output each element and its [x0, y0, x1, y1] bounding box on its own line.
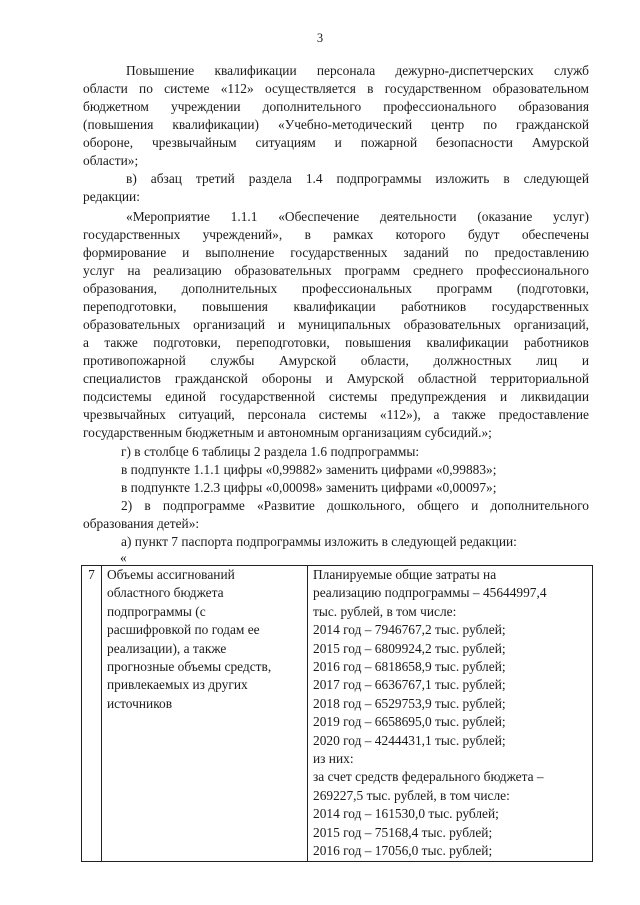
- funding-line: 269227,5 тыс. рублей, в том числе:: [313, 787, 510, 803]
- row-number-cell: [82, 566, 102, 862]
- item-g-1: в подпункте 1.1.1 цифры «0,99882» заменить цифрами «0,99883»;: [121, 462, 497, 477]
- quote-open-mark: «: [120, 550, 127, 565]
- item-a: а) пункт 7 паспорта подпрограммы изложить в следующей редакции:: [121, 534, 517, 549]
- item-2-line: 2) в подпрограмме «Развитие дошкольного, общего и дополнительного: [121, 498, 589, 513]
- quote-line: услуг на реализацию образовательных программ среднего профессионального: [83, 263, 589, 278]
- quote-line: чрезвычайных ситуаций, персонала системы «112»), а также предоставление: [83, 407, 589, 422]
- page-number: 3: [316, 31, 324, 45]
- item-g-2: в подпункте 1.2.3 цифры «0,00098» заменить цифрами «0,00097»;: [121, 480, 497, 495]
- item-v-line: редакции:: [83, 189, 140, 204]
- description-line: прогнозные объемы средств,: [107, 659, 272, 675]
- quote-line: образовательных организаций и муниципальных образовательных организаций,: [83, 317, 589, 332]
- paragraph-1-line: бюджетном учреждении дополнительного профессионального образования: [83, 99, 589, 114]
- quote-line: подсистемы единой государственной системы предупреждения и ликвидации: [83, 389, 589, 404]
- funding-line: 2014 год – 161530,0 тыс. рублей;: [313, 806, 499, 822]
- funding-line: 2017 год – 6636767,1 тыс. рублей;: [313, 677, 506, 693]
- funding-line: реализацию подпрограммы – 45644997,4: [313, 585, 547, 601]
- funding-line: из них:: [313, 751, 354, 767]
- funding-line: 2016 год – 6818658,9 тыс. рублей;: [313, 659, 506, 675]
- description-line: подпрограммы (с: [107, 603, 206, 619]
- item-v-line: в) абзац третий раздела 1.4 подпрограммы изложить в следующей: [126, 171, 589, 186]
- paragraph-1-line: (повышения квалификации) «Учебно-методический центр по гражданской: [83, 117, 589, 132]
- funding-line: 2015 год – 6809924,2 тыс. рублей;: [313, 640, 506, 656]
- paragraph-1-line: области»;: [83, 153, 139, 168]
- funding-line: 2016 год – 17056,0 тыс. рублей;: [313, 843, 493, 859]
- description-line: реализации), а также: [107, 640, 227, 656]
- quote-line: а также подготовки, переподготовки, повышения квалификации работников: [83, 335, 589, 350]
- funding-line: Планируемые общие затраты на: [313, 567, 497, 582]
- passport-table: [81, 565, 593, 862]
- funding-cell: [308, 566, 593, 862]
- paragraph-1-line: обороне, чрезвычайным ситуациям и пожарной безопасности Амурской: [83, 135, 589, 150]
- quote-line: «Мероприятие 1.1.1 «Обеспечение деятельности (оказание услуг): [126, 209, 589, 224]
- funding-line: тыс. рублей, в том числе:: [313, 603, 457, 619]
- funding-line: за счет средств федерального бюджета –: [313, 769, 544, 785]
- description-line: привлекаемых из других: [107, 677, 248, 693]
- funding-line: 2015 год – 75168,4 тыс. рублей;: [313, 824, 493, 840]
- item-g: г) в столбце 6 таблицы 2 раздела 1.6 подпрограммы:: [121, 444, 420, 459]
- quote-line: противопожарной службы Амурской области, должностных лиц и: [83, 353, 589, 368]
- paragraph-1-line: Повышение квалификации персонала дежурно-диспетчерских служб: [126, 63, 589, 78]
- description-line: источников: [107, 695, 173, 711]
- funding-line: 2019 год – 6658695,0 тыс. рублей;: [313, 714, 506, 730]
- funding-line: 2018 год – 6529753,9 тыс. рублей;: [313, 695, 506, 711]
- item-2-line: образования детей»:: [83, 516, 200, 531]
- quote-line: формирование и выполнение государственных заданий по предоставлению: [83, 245, 589, 260]
- quote-line: переподготовки, повышения квалификации работников государственных: [83, 299, 589, 314]
- quote-line: образования, дополнительных профессиональных программ (подготовки,: [83, 281, 589, 296]
- funding-line: 2020 год – 4244431,1 тыс. рублей;: [313, 732, 506, 748]
- row-number: 7: [88, 567, 95, 582]
- description-line: Объемы ассигнований: [107, 567, 235, 582]
- description-line: областного бюджета: [107, 585, 224, 601]
- quote-line: государственным бюджетным и автономным организациям субсидий.»;: [83, 425, 492, 440]
- description-line: расшифровкой по годам ее: [107, 622, 260, 638]
- quote-line: государственных учреждений», в рамках которого будут обеспечены: [83, 227, 589, 242]
- description-cell: [102, 566, 308, 862]
- table-row: [82, 566, 593, 862]
- paragraph-1-line: области по системе «112» осуществляется в государственном образовательном: [83, 81, 589, 96]
- quote-line: специалистов гражданской обороны и Амурской областной территориальной: [83, 371, 589, 386]
- funding-line: 2014 год – 7946767,2 тыс. рублей;: [313, 622, 506, 638]
